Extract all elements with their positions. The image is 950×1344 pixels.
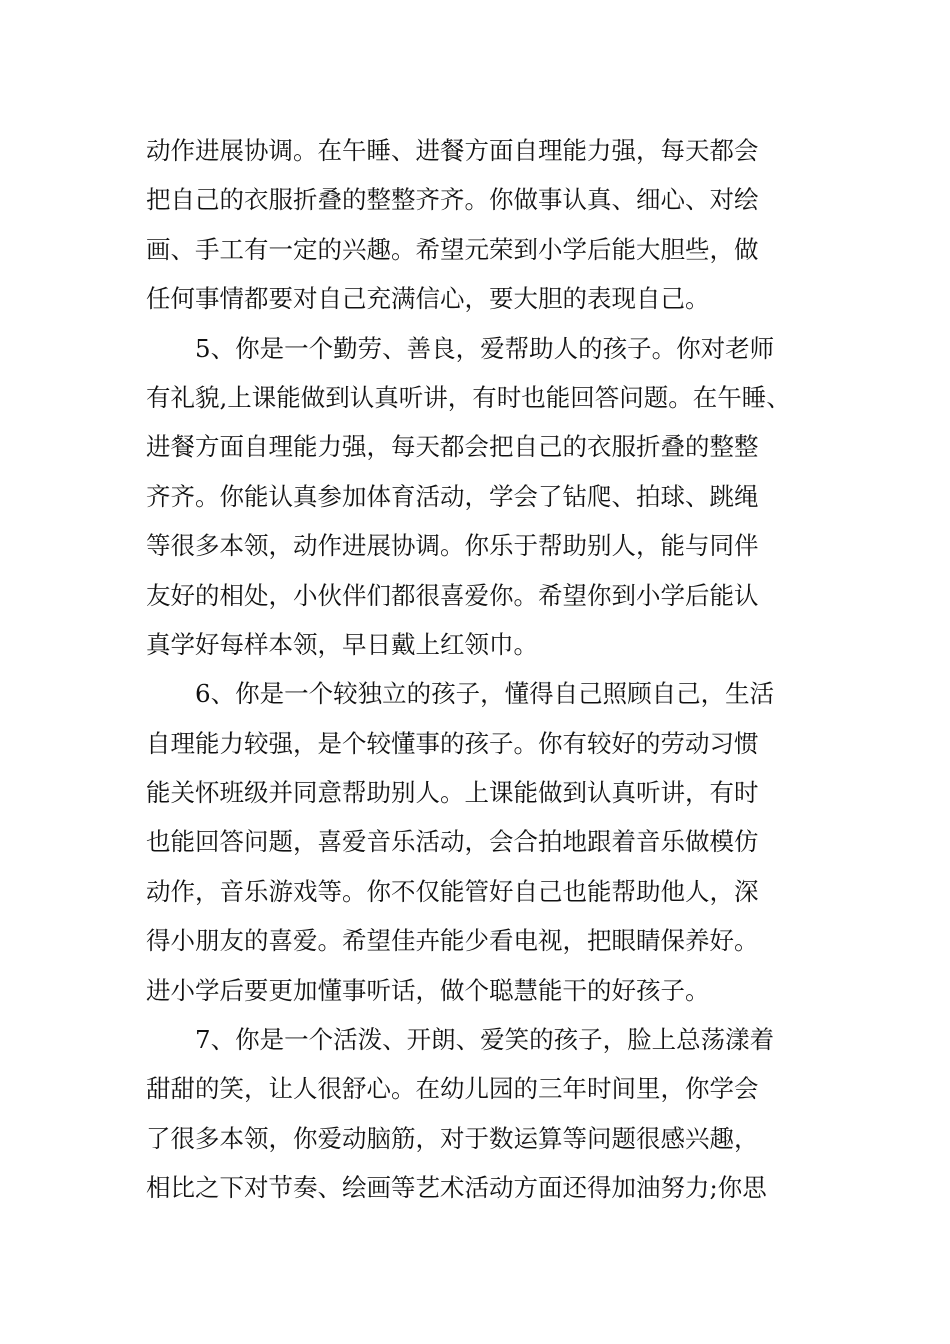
text-line: 甜甜的笑，让人很舒心。在幼儿园的三年时间里，你学会	[146, 1074, 759, 1104]
text-line: 真学好每样本领，早日戴上红领巾。	[146, 629, 538, 659]
text-line: 进小学后要更加懂事听话，做个聪慧能干的好孩子。	[146, 975, 710, 1005]
text-line: 画、手工有一定的兴趣。希望元荣到小学后能大胆些，做	[146, 234, 759, 264]
text-line: 任何事情都要对自己充满信心，要大胆的表现自己。	[146, 284, 710, 314]
text-line: 相比之下对节奏、绘画等艺术活动方面还得加油努力;你思	[146, 1173, 767, 1203]
text-line: 动作进展协调。在午睡、进餐方面自理能力强，每天都会	[146, 136, 759, 165]
body-text	[146, 126, 816, 1213]
paragraph-start-line: 6、你是一个较独立的孩子，懂得自己照顾自己，生活	[195, 679, 775, 709]
text-line: 了很多本领，你爱动脑筋，对于数运算等问题很感兴趣，	[146, 1123, 759, 1153]
text-line: 动作，音乐游戏等。你不仅能管好自己也能帮助他人，深	[146, 876, 759, 906]
text-line: 得小朋友的喜爱。希望佳卉能少看电视，把眼睛保养好。	[146, 926, 759, 956]
paragraph-start-line: 7、你是一个活泼、开朗、爱笑的孩子，脸上总荡漾着	[195, 1025, 775, 1055]
paragraph-start-line: 5、你是一个勤劳、善良，爱帮助人的孩子。你对老师	[195, 333, 775, 363]
text-line: 能关怀班级并同意帮助别人。上课能做到认真听讲，有时	[146, 778, 759, 808]
text-line: 有礼貌,上课能做到认真听讲，有时也能回答问题。在午睡、	[146, 382, 791, 412]
text-line: 也能回答问题，喜爱音乐活动，会合拍地跟着音乐做模仿	[146, 827, 759, 857]
text-line: 进餐方面自理能力强，每天都会把自己的衣服折叠的整整	[146, 432, 759, 462]
text-line: 把自己的衣服折叠的整整齐齐。你做事认真、细心、对绘	[146, 185, 759, 215]
text-line: 齐齐。你能认真参加体育活动，学会了钻爬、拍球、跳绳	[146, 481, 759, 511]
text-line: 自理能力较强，是个较懂事的孩子。你有较好的劳动习惯	[146, 728, 759, 758]
text-line: 等很多本领，动作进展协调。你乐于帮助别人，能与同伴	[146, 531, 759, 561]
text-line: 友好的相处，小伙伴们都很喜爱你。希望你到小学后能认	[146, 580, 759, 610]
